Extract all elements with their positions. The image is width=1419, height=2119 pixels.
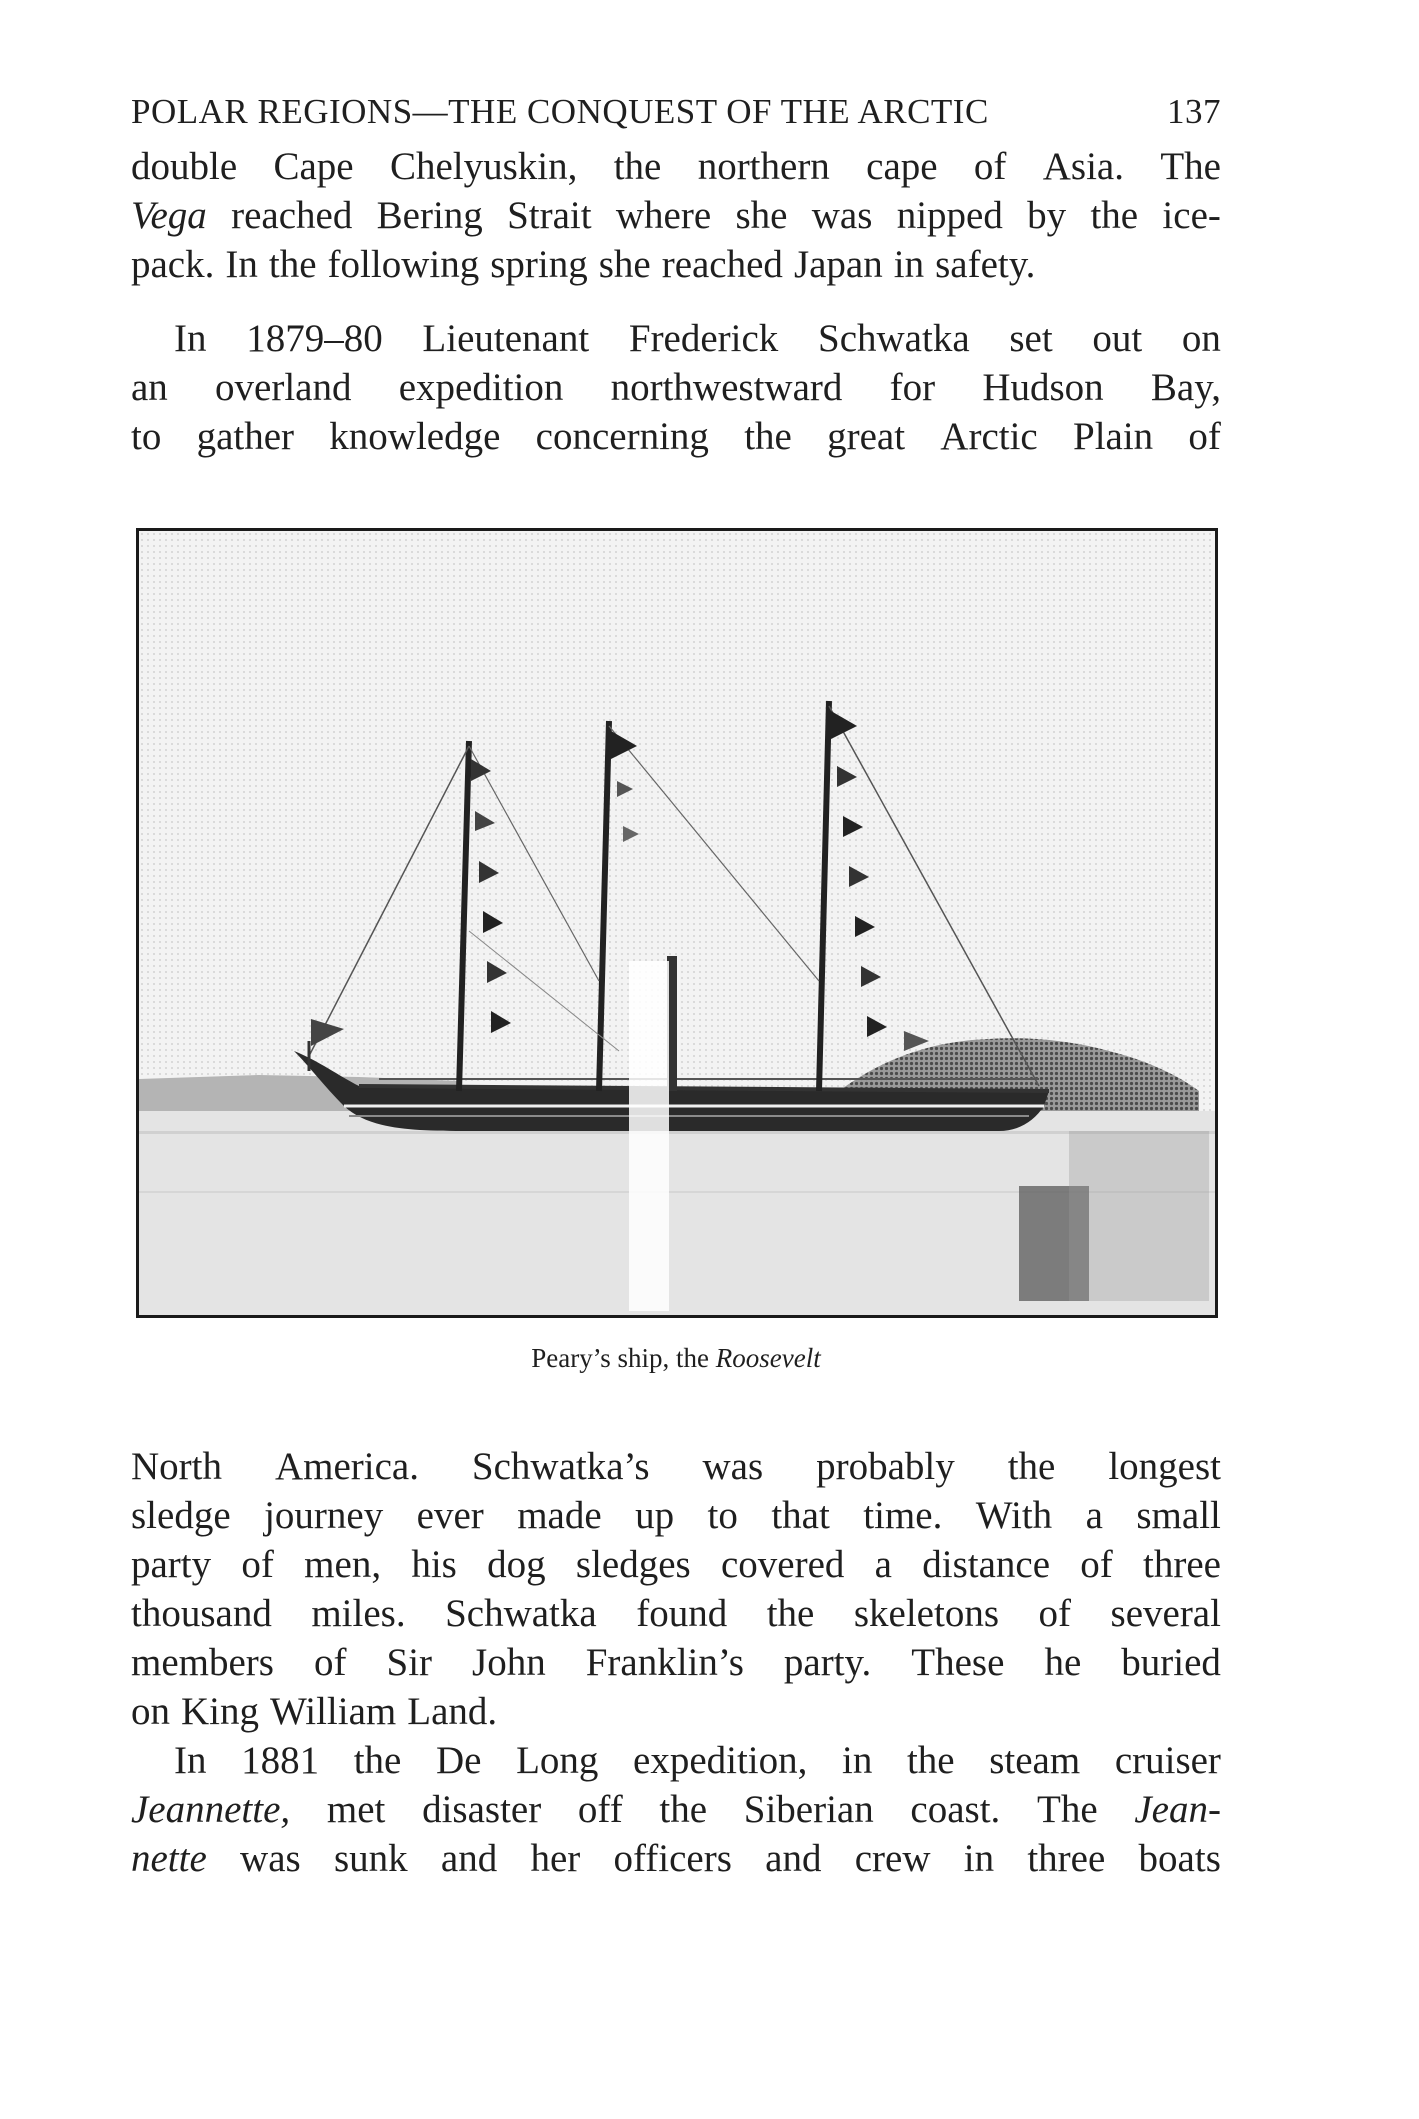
word: on: [1181, 317, 1221, 360]
word: Frederick: [628, 317, 779, 360]
word: safety.: [935, 243, 1036, 286]
word: to: [131, 415, 162, 458]
word: off: [577, 1788, 623, 1831]
word: ever: [416, 1494, 484, 1537]
word: thousand: [131, 1592, 272, 1635]
word: 1879–80: [246, 317, 383, 360]
word: With: [975, 1494, 1053, 1537]
word: Bering: [376, 194, 483, 237]
running-head-title: POLAR REGIONS—THE CONQUEST OF THE ARCTIC: [131, 92, 989, 131]
word: the: [268, 243, 317, 286]
word: her: [530, 1837, 581, 1880]
word: In: [225, 243, 258, 286]
word: a: [1085, 1494, 1103, 1537]
word: the: [353, 1739, 402, 1782]
steam-column: [629, 961, 669, 1311]
word: Schwatka: [445, 1592, 597, 1635]
word: steam: [989, 1739, 1081, 1782]
paragraph-schwatka-continued: [131, 1442, 1221, 1736]
word: sunk: [333, 1837, 408, 1880]
word: pack.: [131, 243, 215, 286]
ship-name-vega: Vega: [131, 194, 207, 237]
word: North: [131, 1445, 222, 1488]
word: up: [635, 1494, 675, 1537]
text-line: [131, 1540, 1221, 1589]
word: cape: [866, 145, 938, 188]
word: men,: [304, 1543, 382, 1586]
ship-photograph: [136, 528, 1218, 1318]
word: several: [1110, 1592, 1221, 1635]
word: King: [181, 1690, 259, 1733]
text-line: [131, 363, 1221, 412]
word: the: [1007, 1445, 1056, 1488]
word: the: [906, 1739, 955, 1782]
word: found: [636, 1592, 728, 1635]
word: buried: [1121, 1641, 1221, 1684]
word: his: [411, 1543, 457, 1586]
word: nipped: [896, 194, 1003, 237]
word: crew: [854, 1837, 931, 1880]
word: of: [241, 1543, 274, 1586]
word: Long: [516, 1739, 599, 1782]
word: miles.: [311, 1592, 406, 1635]
word: Siberian: [743, 1788, 874, 1831]
word: in: [963, 1837, 995, 1880]
word: The: [1160, 145, 1221, 188]
word: Lieutenant: [422, 317, 590, 360]
ship-illustration: [139, 531, 1215, 1315]
word: Franklin’s: [585, 1641, 744, 1684]
word: small: [1136, 1494, 1221, 1537]
word: party: [131, 1543, 212, 1586]
word: ice-: [1162, 194, 1221, 237]
word: America.: [274, 1445, 419, 1488]
word: following: [327, 243, 480, 286]
word: disaster: [422, 1788, 542, 1831]
word: overland: [215, 366, 352, 409]
word: John: [472, 1641, 546, 1684]
word: the: [766, 1592, 815, 1635]
word: Bay,: [1150, 366, 1221, 409]
word: of: [313, 1641, 347, 1684]
word: set: [1009, 317, 1053, 360]
word: Schwatka’s: [471, 1445, 650, 1488]
word: Land.: [407, 1690, 498, 1733]
word: out: [1092, 317, 1143, 360]
word: to: [707, 1494, 738, 1537]
word: expedition: [398, 366, 564, 409]
word: the: [744, 415, 792, 458]
word: and: [440, 1837, 498, 1880]
word: in: [893, 243, 925, 286]
caption-text: Peary’s ship,: [531, 1343, 670, 1373]
word: sledge: [131, 1494, 231, 1537]
word: cruiser: [1114, 1739, 1221, 1782]
text-line: [131, 1785, 1221, 1834]
text-line: [131, 1589, 1221, 1638]
word: William: [270, 1690, 397, 1733]
word: sledges: [575, 1543, 691, 1586]
word: the: [613, 145, 662, 188]
word: gather: [196, 415, 295, 458]
text-line: [131, 142, 1221, 191]
word: in: [842, 1739, 873, 1782]
word: and: [765, 1837, 822, 1880]
word: three: [1143, 1543, 1221, 1586]
word: she: [735, 194, 788, 237]
text-line: [131, 1638, 1221, 1687]
word: Arctic: [940, 415, 1038, 458]
paragraph-schwatka: [131, 314, 1221, 461]
word: of: [1188, 415, 1221, 458]
word: officers: [613, 1837, 732, 1880]
word: of: [973, 145, 1007, 188]
ship-name-jeannette: Jean-: [1134, 1788, 1221, 1831]
word: dog: [487, 1543, 546, 1586]
word: Japan: [793, 243, 883, 286]
text-line: [131, 1736, 1221, 1785]
word: of: [1080, 1543, 1113, 1586]
word: reached: [661, 243, 783, 286]
word: Plain: [1073, 415, 1154, 458]
word: a: [874, 1543, 892, 1586]
text-line: [131, 1834, 1221, 1883]
word: Chelyuskin,: [389, 145, 578, 188]
word: journey: [264, 1494, 384, 1537]
figure-caption: [131, 1343, 1221, 1374]
word: the: [659, 1788, 708, 1831]
text-line: [131, 1687, 1221, 1736]
word: party.: [783, 1641, 872, 1684]
word: by: [1027, 194, 1067, 237]
running-head: [131, 92, 1221, 136]
paragraph-vega: [131, 142, 1221, 289]
word: coast.: [910, 1788, 1001, 1831]
word: for: [889, 366, 936, 409]
word: was: [702, 1445, 764, 1488]
word: was: [811, 194, 873, 237]
caption-ship-name: Roosevelt: [715, 1343, 821, 1373]
text-line: [131, 240, 1221, 289]
word: an: [131, 366, 168, 409]
text-line: [131, 1442, 1221, 1491]
word: time.: [863, 1494, 943, 1537]
word: great: [827, 415, 906, 458]
word: she: [598, 243, 651, 286]
word: Strait: [507, 194, 592, 237]
word: Asia.: [1042, 145, 1124, 188]
word: three: [1027, 1837, 1106, 1880]
text-line: [131, 314, 1221, 363]
word: Cape: [273, 145, 354, 188]
word: distance: [922, 1543, 1051, 1586]
word: Hudson: [982, 366, 1104, 409]
word: of: [1038, 1592, 1072, 1635]
word: he: [1044, 1641, 1082, 1684]
word: De: [435, 1739, 482, 1782]
word: covered: [720, 1543, 845, 1586]
word: made: [517, 1494, 602, 1537]
word: that: [771, 1494, 830, 1537]
word: longest: [1108, 1445, 1221, 1488]
ship-name-jeannette: nette: [131, 1837, 207, 1880]
word: on: [131, 1690, 170, 1733]
word: knowledge: [329, 415, 501, 458]
word: spring: [490, 243, 588, 286]
paragraph-delong: [131, 1736, 1221, 1883]
ship-name-jeannette: Jeannette,: [131, 1788, 291, 1831]
word: In: [174, 1739, 207, 1782]
word: skeletons: [853, 1592, 1000, 1635]
word: was: [240, 1837, 301, 1880]
word: 1881: [241, 1739, 320, 1782]
text-line: [131, 191, 1221, 240]
word: Schwatka: [818, 317, 970, 360]
word: northwestward: [610, 366, 843, 409]
word: probably: [816, 1445, 955, 1488]
word: The: [1037, 1788, 1098, 1831]
text-line: [131, 1491, 1221, 1540]
text-line: [131, 412, 1221, 461]
word: expedition,: [633, 1739, 808, 1782]
page-number: 137: [1167, 92, 1221, 131]
word: where: [615, 194, 712, 237]
word: members: [131, 1641, 274, 1684]
word: These: [911, 1641, 1005, 1684]
word: Sir: [386, 1641, 433, 1684]
word: In: [174, 317, 207, 360]
word: concerning: [535, 415, 709, 458]
word: the: [1090, 194, 1139, 237]
word: met: [326, 1788, 386, 1831]
caption-text: the: [676, 1343, 710, 1373]
word: boats: [1138, 1837, 1221, 1880]
word: northern: [697, 145, 830, 188]
word: reached: [231, 194, 353, 237]
word: double: [131, 145, 238, 188]
